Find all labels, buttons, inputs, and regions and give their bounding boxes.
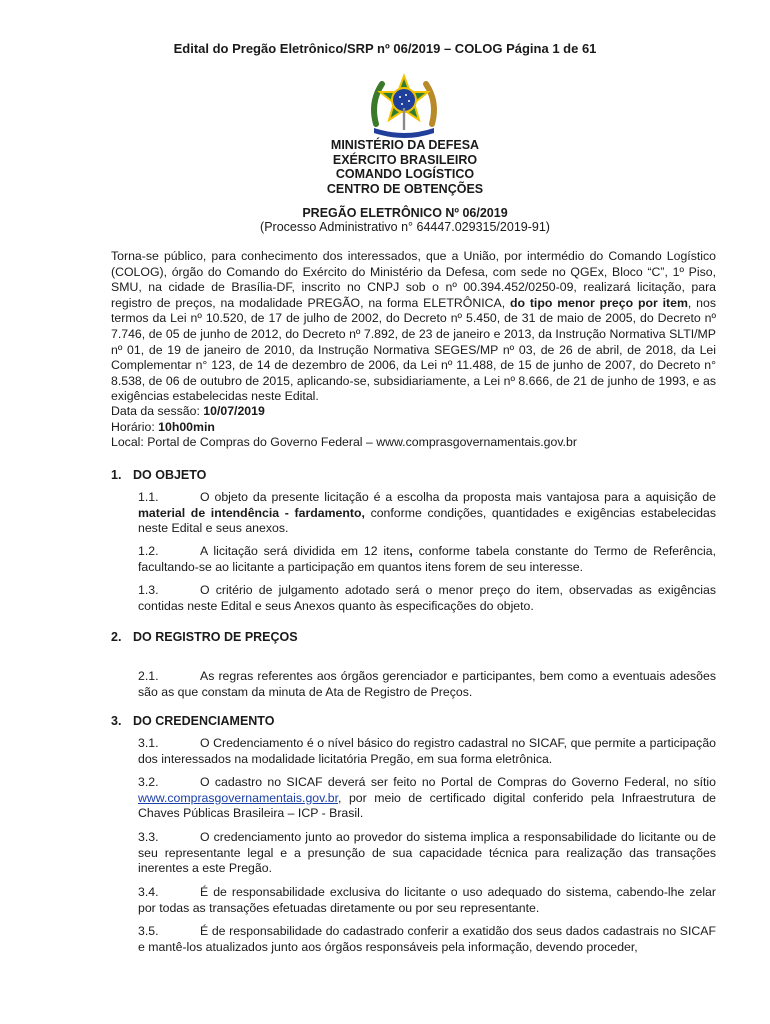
pregao-title: PREGÃO ELETRÔNICO Nº 06/2019 — [302, 206, 508, 220]
clause-3-5: 3.5. É de responsabilidade do cadastrado conferir a exatidão dos seus dados cadastrais no SICAF e mantê-los atualizados junto aos órgãos responsáveis pela informação, devendo proceder, — [138, 924, 716, 954]
clause-1-3: 1.3. O critério de julgamento adotado será o menor preço do item, observadas as exigências contidas neste Edital e seus Anexos quanto às especificações do objeto. — [138, 583, 716, 613]
clause-1-2: 1.2. A licitação será dividida em 12 itens, conforme tabela constante do Termo de Referência, facultando-se ao licitante a participação em quantos itens forem de seu interesse. — [138, 544, 717, 574]
brazil-coat-of-arms-icon — [366, 72, 442, 140]
compras-governamentais-link[interactable]: www.comprasgovernamentais.gov.br — [138, 790, 339, 805]
org-ministry: MINISTÉRIO DA DEFESA — [330, 138, 480, 152]
clause-1-1: 1.1. O objeto da presente licitação é a escolha da proposta mais vantajosa para a aquisição de material de intendência - fardamento, conforme condições, quantidades e exigências estabelecidas neste Edital e seus anexos. — [138, 490, 717, 536]
page-header: Edital do Pregão Eletrônico/SRP nº 06/2019 – COLOG Página 1 de 61 — [173, 41, 597, 56]
session-local: Local: Portal de Compras do Governo Federal – www.comprasgovernamentais.gov.br — [111, 435, 577, 450]
section-heading-objeto: 1. DO OBJETO — [111, 468, 207, 482]
session-date: Data da sessão: 10/07/2019 — [111, 404, 265, 418]
process-number: (Processo Administrativo n° 64447.029315/2019-91) — [260, 220, 550, 234]
clause-3-3: 3.3. O credenciamento junto ao provedor do sistema implica a responsabilidade do licitante ou de seu representante legal e a presunção de sua capacidade técnica para realização das transações inerentes a este Pregão. — [138, 830, 716, 876]
org-command: COMANDO LOGÍSTICO — [335, 167, 475, 181]
intro-paragraph: Torna-se público, para conhecimento dos interessados, que a União, por intermédio do Comando Logístico (COLOG), órgão do Comando do Exército do Ministério da Defesa, com sede no QGEx, Bloco “C”, 1º Piso, SMU, na cidade de Brasília-DF, inscrito no CNPJ sob o nº 00.394.452/0250-09, realizará licitação, para registro de preços, na modalidade PREGÃO, na forma ELETRÔNICA, do tipo menor preço por item, nos termos da Lei nº 10.520, de 17 de julho de 2002, do Decreto nº 5.450, de 31 de maio de 2005, do Decreto nº 7.746, de 05 de junho de 2012, do Decreto nº 7.892, de 23 de janeiro e 2013, da Instrução Normativa SLTI/MP nº 01, de 19 de janeiro de 2010, da Instrução Normativa SEGES/MP nº 03, de 26 de abril, de 2018, da Lei Complementar n° 123, de 14 de dezembro de 2006, da Lei nº 11.488, de 15 de junho de 2007, do Decreto n° 8.538, de 06 de outubro de 2015, aplicando-se, subsidiariamente, a Lei nº 8.666, de 21 de junho de 1993, e as exigências estabelecidas neste Edital. — [111, 249, 716, 404]
session-info — [111, 404, 577, 451]
section-heading-registro: 2. DO REGISTRO DE PREÇOS — [111, 630, 298, 644]
section-heading-credenciamento: 3. DO CREDENCIAMENTO — [111, 714, 275, 728]
clause-2-1: 2.1. As regras referentes aos órgãos gerenciador e participantes, bem como a eventuais adesões são as que constam da minuta de Ata de Registro de Preços. — [138, 669, 716, 699]
org-army: EXÉRCITO BRASILEIRO — [332, 152, 478, 167]
clause-3-1: 3.1. O Credenciamento é o nível básico do registro cadastral no SICAF, que permite a participação dos interessados na modalidade licitatória Pregão, em sua forma eletrônica. — [138, 736, 716, 766]
session-time: Horário: 10h00min — [111, 419, 215, 434]
clause-3-4: 3.4. É de responsabilidade exclusiva do licitante o uso adequado do sistema, cabendo-lhe zelar por todas as transações efetuadas diretamente ou por seu representante. — [138, 885, 716, 915]
clause-3-2: 3.2. O cadastro no SICAF deverá ser feito no Portal de Compras do Governo Federal, no sítio www.comprasgovernamentais.gov.br, por meio de certificado digital conferido pela Infraestrutura de Chaves Públicas Brasileira – ICP - Brasil. — [138, 775, 716, 821]
organization-block — [0, 138, 770, 196]
org-center: CENTRO DE OBTENÇÕES — [326, 181, 484, 196]
